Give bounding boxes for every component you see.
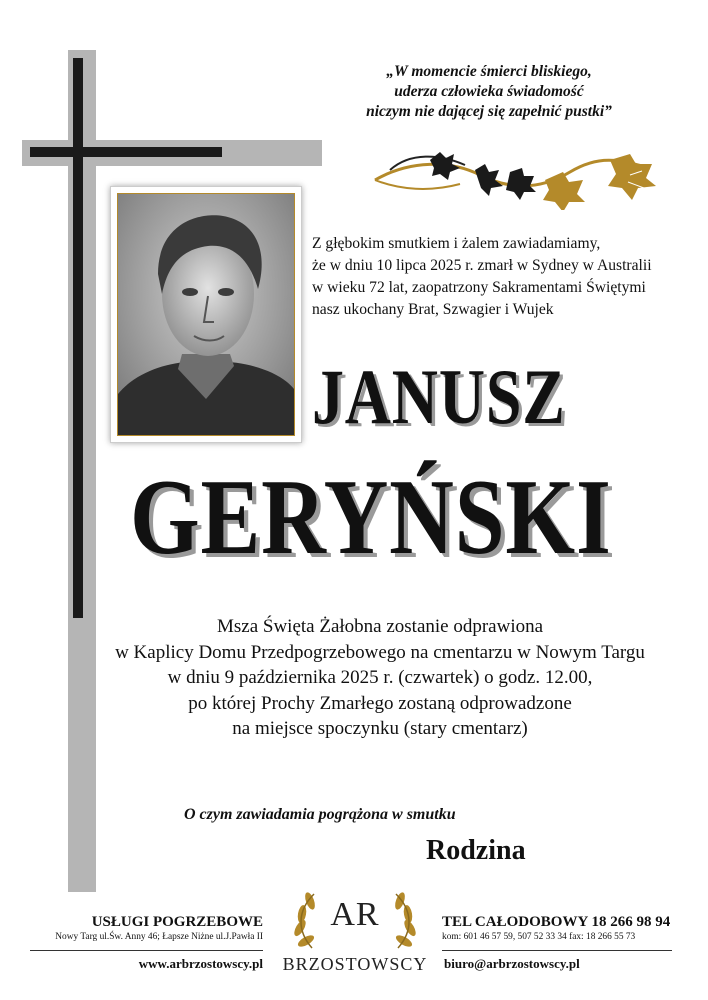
logo-company-name: BRZOSTOWSCY xyxy=(282,954,428,974)
quote xyxy=(300,62,678,122)
services-title: USŁUGI POGRZEBOWE xyxy=(91,914,263,930)
footer-divider-left xyxy=(30,950,263,951)
footer-divider-right xyxy=(442,950,672,951)
cross-horizontal-bar xyxy=(30,147,222,157)
mass-line-2: w Kaplicy Domu Przedpogrzebowego na cmentarzu w Nowym Targu xyxy=(115,641,645,663)
funeral-mass-info xyxy=(100,614,660,742)
announcement-line-2: że w dniu 10 lipca 2025 r. zmarł w Sydney w Australii xyxy=(312,257,652,274)
deceased-first-name: JANUSZ xyxy=(312,353,566,440)
phone-title: TEL CAŁODOBOWY 18 266 98 94 xyxy=(442,914,671,930)
cross-vertical-bar xyxy=(73,58,83,618)
notice-line: O czym zawiadamia pogrążona w smutku xyxy=(184,806,456,823)
mass-line-4: po której Prochy Zmarłego zostaną odprowadzone xyxy=(188,692,572,714)
family-signature: Rodzina xyxy=(426,835,526,866)
email-link[interactable]: biuro@arbrzostowscy.pl xyxy=(444,956,580,971)
announcement-line-1: Z głębokim smutkiem i żalem zawiadamiamy, xyxy=(312,235,601,252)
deceased-last-name: GERYŃSKI xyxy=(130,458,612,577)
quote-line-3: niczym nie dającej się zapełnić pustki” xyxy=(366,103,612,120)
quote-line-2: uderza człowieka świadomość xyxy=(394,83,584,100)
announcement-text xyxy=(312,233,682,321)
quote-line-1: „W momencie śmierci bliskiego, xyxy=(386,63,592,80)
vine-leaf-ornament-icon xyxy=(370,140,690,210)
mass-line-1: Msza Święta Żałobna zostanie odprawiona xyxy=(216,616,544,637)
website-link[interactable]: www.arbrzostowscy.pl xyxy=(138,956,263,971)
footer-services xyxy=(20,914,263,944)
company-logo xyxy=(272,886,438,986)
mass-line-5: na miejsce spoczynku (stary cmentarz) xyxy=(232,718,528,739)
services-addresses: Nowy Targ ul.Św. Anny 46; Łapsze Niżne ul.J.Pawła II xyxy=(55,932,263,942)
mass-line-3: w dniu 9 października 2025 r. (czwartek) o godz. 12.00, xyxy=(167,667,593,688)
portrait-photo-frame xyxy=(110,186,302,443)
portrait-silhouette-icon xyxy=(118,194,294,435)
portrait-photo xyxy=(117,193,295,436)
announcement-line-4: nasz ukochany Brat, Szwagier i Wujek xyxy=(312,301,554,318)
footer-contact xyxy=(442,914,702,944)
logo-initials: AR xyxy=(330,896,380,933)
announcement-line-3: w wieku 72 lat, zaopatrzony Sakramentami Świętymi xyxy=(312,279,646,296)
phone-details: kom: 601 46 57 59, 507 52 33 34 fax: 18 266 55 73 xyxy=(442,932,636,942)
